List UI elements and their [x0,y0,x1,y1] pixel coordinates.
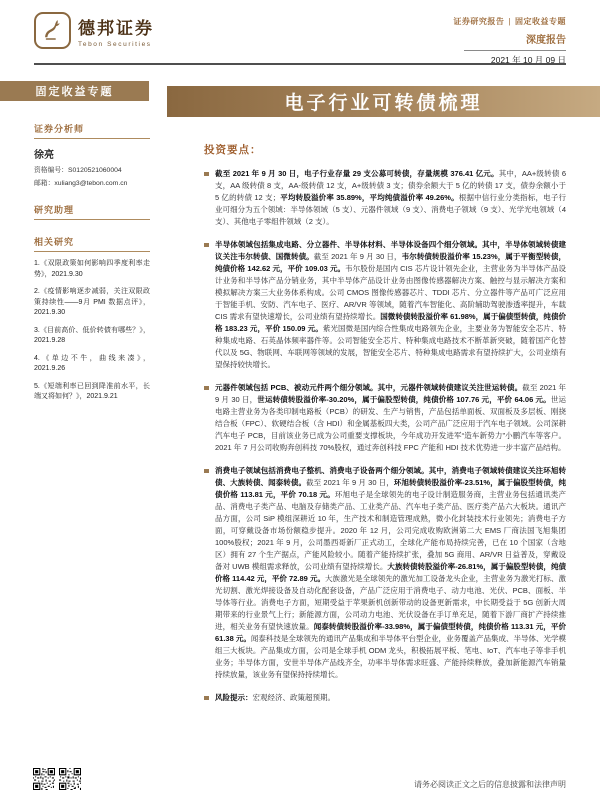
brand-text [78,14,154,48]
brand-name: 德邦证券 [78,18,154,38]
bullet-text: 宏观经济、政策超预期。 [252,693,335,702]
highlight-bullet [204,465,566,681]
highlight-bullet [204,382,566,454]
footer-qr-codes [33,768,81,790]
footer-disclaimer: 请务必阅读正文之后的信息披露和法律声明 [414,780,566,789]
bullet-text-bold: 截至 2021 年 9 月 30 日，电子行业存量 29 支公募可转债，存量规模 376.41 亿元。 [215,169,499,178]
qr-code-icon [33,768,55,790]
sidebar-banner: 固定收益专题 [0,81,149,101]
analyst-cert: 资格编号：S0120521060004 [34,167,122,174]
bullet-text-bold: 半导体领域包括集成电路、分立器件、半导体材料、半导体设备四个细分领域。其中，半导体领域转债建议关注韦尔转债、国微转债。 [215,240,566,261]
bullet-text: 大族激光是全球领先的激光加工设备龙头企业，主营业务为激光打标、激光切割、激光焊接设备及自动化配套设备，产品广泛应用于消费电子、动力电池、光伏、PCB、面板、半导体等行业。消费电子方面，短期受益于苹果新机创新带动的设备更新需求，中长期受益于 5G 创新大周期带来的行业景气上行；新能源方面，公司动力电池、光伏设备在手订单充足，随着下游厂商扩产持续推进，相关业务有望快速放量。 [215,574,566,631]
assistant-section-title: 研究助理 [34,203,150,220]
highlights-list [204,168,566,704]
related-section-title: 相关研究 [34,235,150,252]
highlight-bullet [204,239,566,371]
brand [34,12,154,49]
bullet-text: 截至 2021 年 9 月 30 日， [215,383,566,404]
main-content [204,142,566,715]
bullet-text: 截至 2021 年 9 月 30 日， [306,478,394,487]
report-type-label: 证券研究报告 [453,17,505,26]
square-bullet-icon [204,386,209,391]
bullet-text-bold: 元器件领域包括 PCB、被动元件两个细分领域。其中，元器件领域转债建议关注世运转债。 [215,383,523,392]
bullet-text: 其中，AA+级转债 6 支，AA 级转债 8 支，AA-级转债 12 支，A+级转债 3 支；债券余额大于 5 亿的转债 17 支，债券余额小于 5 亿的转债 12 支； [215,169,567,202]
related-research-item: 1.《双限政策如何影响四季度利率走势》，2021.9.30 [34,260,150,278]
bullet-text: 根据中信行业分类指标，电子行业可细分为五个领域：半导体领域（5 支）、元器件领域（9 支）、消费电子领域（9 支）、光学光电领域（4 支）、其他电子零组件领域（2 支）。 [215,193,567,226]
bullet-text-bold: 平均转股溢价率 35.89%，平均纯债溢价率 49.26%。 [280,193,459,202]
square-bullet-icon [204,172,209,177]
related-research-item: 2.《疫情影响逐步减弱，关注双限政策持续性——9月 PMI 数据点评》，2021.9.30 [34,288,150,317]
bullet-text: 环旭电子是全球领先的电子设计制造服务商，主营业务包括通讯类产品、消费电子类产品、电脑及存储类产品、工业类产品、汽车电子类产品、医疗类产品六大板块。通讯产品方面，公司 SiP 模组深耕近 10 年，生产技术和制造管理成熟，微小化封装技术行业领先；消费电子方面，可穿戴设备市场份额稳步提升。2020 年 12 月，公司完成收购欧洲第二大 EMS 厂商法国飞旭集团 100%股权；2021 年 9 月，公司墨西哥新厂正式动工，全球化产能布局持续完善，已在 10 个国家（含地区）拥有 27 个生产据点，产能风险较小。随着产能持续扩张，叠加 5G 商用、AR/VR 日益普及，穿戴设备对 UWB 模组需求释放，公司业绩有望持续增长。 [215,490,566,571]
bullet-text: 世运电路主营业务为各类印制电路板（PCB）的研发、生产与销售，产品包括单面板、双面板及多层板、刚挠结合板（FPC）、软硬结合板（含 HDI）和金属基板四大类，公司产品广泛应用于汽车电子领域。公司深耕汽车电子 PCB，目前该业务已成为公司重要支撑板块，今年成功开发进军“造车新势力”小鹏汽车等客户。2021 年 7 月公司收购奔创科技 70%股权，通过奔创科技 FPC 产能和 HDI 技术优势进一步丰富产品结构。 [215,395,566,452]
square-bullet-icon [204,469,209,474]
qr-code-icon [59,768,81,790]
square-bullet-icon [204,243,209,248]
analyst-section [34,122,150,188]
header [34,12,566,68]
bullet-text-bold: 风险提示： [215,693,253,702]
report-date: 2021 年 10 月 09 日 [464,50,566,66]
bullet-text-bold: 消费电子领域包括消费电子整机、消费电子设备两个细分领域。其中，消费电子领域转债建议关注环旭转债、大族转债、闻泰转债。 [215,466,566,487]
assistant-section [34,203,150,220]
report-title-banner: 电子行业可转债梳理 [167,86,600,117]
report-topic-label: 固定收益专题 [515,17,566,26]
related-research-item: 5.《短端利率已回到降准前水平，长端又将如何？》，2021.9.21 [34,382,150,401]
separator: | [508,17,511,26]
bullet-text: 韦尔股份是国内 CIS 芯片设计领先企业，主营业务为半导体产品设计业务和半导体产品分销业务，其中半导体产品设计业务由图像传感器解决方案、触控与显示解决方案和模拟解决方案三大业务体系构成。公司 CMOS 图像传感器芯片、TDDI 芯片、分立器件等产品可广泛应用于智能手机、安防、汽车电子、医疗、AR/VR 等领域，随着汽车智能化、高阶辅助驾驶渗透率提升，车载 CIS 需求有望快速增长，公司业绩有望持续增长。 [215,264,567,321]
related-research-list [34,259,150,403]
bullet-text-bold: 世运转债转股溢价率-30.20%，属于偏股型转债，纯债价格 107.76 元，平价 64.06 元。 [257,395,551,404]
bullet-text-bold: 韦尔转债转股溢价率 15.23%，属于平衡型转债，纯债价格 142.62 元，平价 109.03 元。 [215,252,567,273]
report-type-line [453,16,566,27]
bullet-text-bold: 闻泰转债转股溢价率-33.98%，属于偏债型转债，纯债价格 113.31 元，平价 61.38 元。 [215,622,566,643]
sidebar [34,122,150,418]
highlight-bullet [204,692,566,704]
brand-subtitle: Tebon Securities [78,40,152,48]
header-divider [34,63,566,65]
report-depth-label: 深度报告 [526,35,566,46]
related-research-item: 4.《单边不牛，曲线来凑》，2021.9.26 [34,354,150,373]
header-meta [453,12,566,68]
bullet-text: 闻泰科技是全球领先的通讯产品集成和半导体平台型企业，业务覆盖产品集成、半导体、光学模组三大板块。产品集成方面，公司是全球手机 ODM 龙头，积极拓展平板、笔电、IoT、汽车电子等非手机业务；半导体方面，安世半导体产品线齐全，功率半导体需求旺盛、产能持续释放，叠加新能源汽车销量持续放量，该业务有望保持持续增长。 [215,634,567,679]
analyst-email: 邮箱：xuliang3@tebon.com.cn [34,179,128,187]
bullet-text-bold: 环旭转债转股溢价率-23.51%，属于偏股型转债，纯债价格 113.81 元，平价 70.18 元。 [215,478,566,499]
highlight-bullet [204,168,566,228]
bullet-text-bold: 大族转债转股溢价率-26.81%，属于偏股型转债，纯债价格 114.42 元，平价 72.89 元。 [215,562,567,583]
bullet-text: 截至 2021 年 9 月 30 日， [313,252,402,261]
bullet-text: 紫光国微是国内综合性集成电路领先企业，主要业务为智能安全芯片、特种集成电路、石英晶体频率器件等。公司智能安全芯片、特种集成电路技术不断革新突破，随着国产化替代以及 5G、物联网、车联网等领域的发展，智能安全芯片、特种集成电路需求有望持续扩大，公司业绩有望保持较快增长。 [215,324,567,369]
related-research-item: 3.《目前高价、低价转债有哪些？》，2021.9.28 [34,326,150,345]
analyst-section-title: 证券分析师 [34,122,150,139]
bullet-text-bold: 国微转债转股溢价率 61.98%，属于偏债型转债，纯债价格 183.23 元，平价 150.09 元。 [215,312,566,333]
highlights-label: 投资要点： [204,144,262,156]
related-research-section [34,235,150,403]
crane-bird-icon [34,12,71,49]
square-bullet-icon [204,696,209,701]
analyst-name: 徐亮 [34,150,54,161]
